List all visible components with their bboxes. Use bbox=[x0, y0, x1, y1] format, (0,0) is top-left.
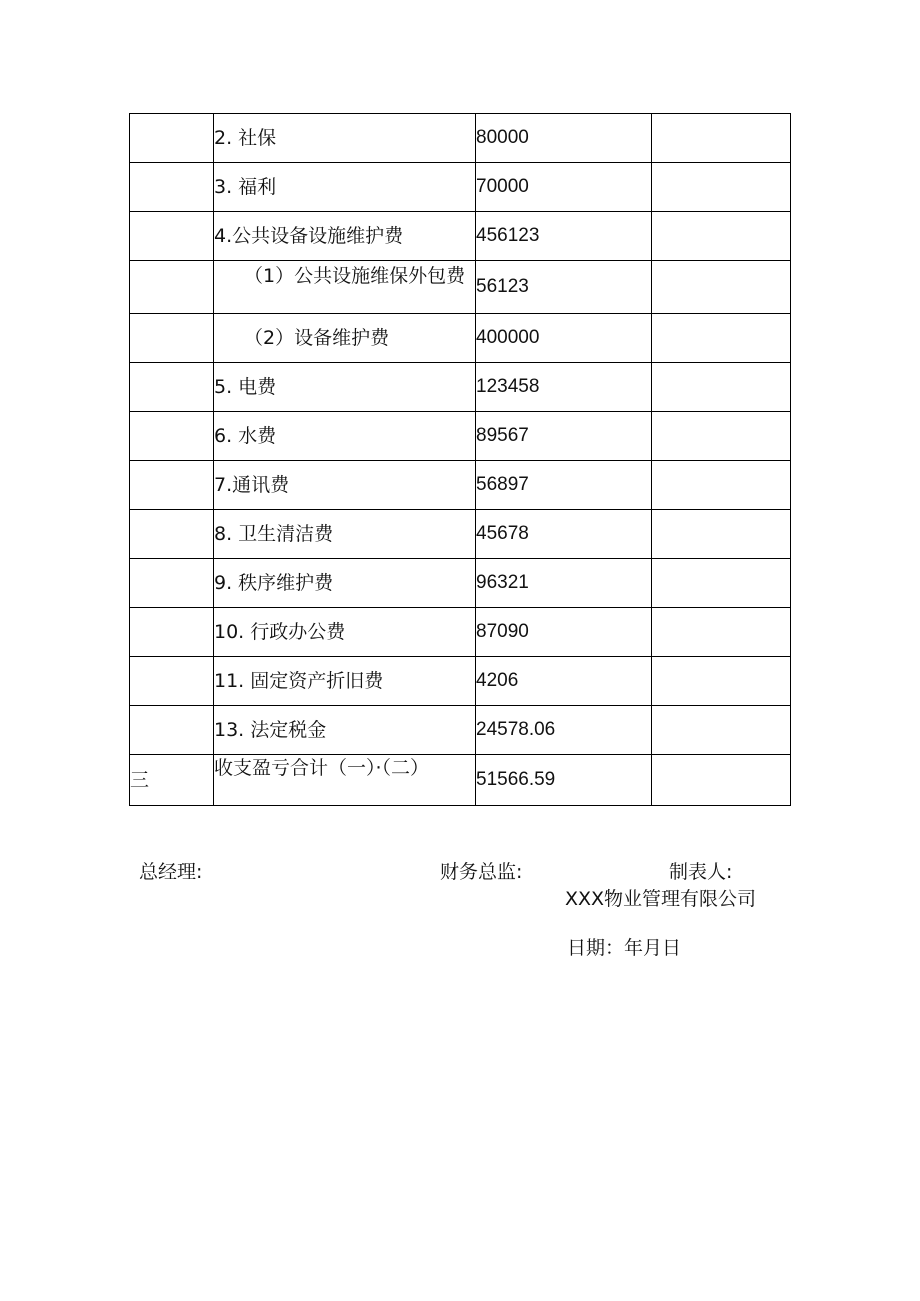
row-item: 收支盈亏合计（一）·（二） bbox=[214, 755, 476, 806]
row-amount: 51566.59 bbox=[476, 755, 652, 806]
row-item: 9. 秩序维护费 bbox=[214, 559, 476, 608]
row-amount: 70000 bbox=[476, 163, 652, 212]
row-note bbox=[652, 461, 791, 510]
table-row bbox=[130, 212, 791, 261]
row-amount: 80000 bbox=[476, 114, 652, 163]
row-item: 11. 固定资产折旧费 bbox=[214, 657, 476, 706]
row-note bbox=[652, 559, 791, 608]
row-item: 13. 法定税金 bbox=[214, 706, 476, 755]
row-item: 4.公共设备设施维护费 bbox=[214, 212, 476, 261]
row-item: 7.通讯费 bbox=[214, 461, 476, 510]
row-index bbox=[130, 363, 214, 412]
row-note bbox=[652, 510, 791, 559]
row-index bbox=[130, 314, 214, 363]
row-item: 3. 福利 bbox=[214, 163, 476, 212]
total-row bbox=[130, 755, 791, 806]
row-amount: 4206 bbox=[476, 657, 652, 706]
row-index bbox=[130, 163, 214, 212]
row-note bbox=[652, 212, 791, 261]
table-row bbox=[130, 559, 791, 608]
row-note bbox=[652, 314, 791, 363]
row-index: 三 bbox=[130, 755, 214, 806]
preparer-label: 制表人: bbox=[669, 861, 733, 883]
row-amount: 89567 bbox=[476, 412, 652, 461]
row-index bbox=[130, 261, 214, 314]
row-index bbox=[130, 412, 214, 461]
row-index bbox=[130, 114, 214, 163]
row-item: 8. 卫生清洁费 bbox=[214, 510, 476, 559]
row-note bbox=[652, 363, 791, 412]
row-index bbox=[130, 608, 214, 657]
general-manager-label: 总经理: bbox=[139, 861, 203, 883]
company-name: XXX物业管理有限公司 bbox=[565, 888, 757, 910]
table-row bbox=[130, 461, 791, 510]
row-item: （1）公共设施维保外包费 bbox=[214, 261, 476, 314]
table-row bbox=[130, 163, 791, 212]
row-index bbox=[130, 510, 214, 559]
finance-director-label: 财务总监: bbox=[440, 861, 523, 883]
row-amount: 45678 bbox=[476, 510, 652, 559]
row-note bbox=[652, 608, 791, 657]
table-row bbox=[130, 706, 791, 755]
row-amount: 123458 bbox=[476, 363, 652, 412]
row-note bbox=[652, 114, 791, 163]
row-amount: 96321 bbox=[476, 559, 652, 608]
table-row bbox=[130, 510, 791, 559]
table-row bbox=[130, 608, 791, 657]
row-item: （2）设备维护费 bbox=[214, 314, 476, 363]
row-note bbox=[652, 706, 791, 755]
row-note bbox=[652, 163, 791, 212]
row-index bbox=[130, 657, 214, 706]
row-index bbox=[130, 559, 214, 608]
table-row bbox=[130, 657, 791, 706]
row-index bbox=[130, 461, 214, 510]
table-row bbox=[130, 363, 791, 412]
row-item: 2. 社保 bbox=[214, 114, 476, 163]
row-amount: 56123 bbox=[476, 261, 652, 314]
expense-table bbox=[129, 113, 791, 806]
row-note bbox=[652, 412, 791, 461]
row-amount: 400000 bbox=[476, 314, 652, 363]
row-amount: 56897 bbox=[476, 461, 652, 510]
table-row bbox=[130, 412, 791, 461]
row-amount: 24578.06 bbox=[476, 706, 652, 755]
row-note bbox=[652, 657, 791, 706]
row-index bbox=[130, 212, 214, 261]
table-row bbox=[130, 261, 791, 314]
row-note bbox=[652, 261, 791, 314]
row-index bbox=[130, 706, 214, 755]
table-row bbox=[130, 114, 791, 163]
table-row bbox=[130, 314, 791, 363]
row-amount: 456123 bbox=[476, 212, 652, 261]
row-item: 5. 电费 bbox=[214, 363, 476, 412]
row-note bbox=[652, 755, 791, 806]
row-amount: 87090 bbox=[476, 608, 652, 657]
row-item: 10. 行政办公费 bbox=[214, 608, 476, 657]
date-label: 日期：年月日 bbox=[567, 937, 682, 959]
row-item: 6. 水费 bbox=[214, 412, 476, 461]
